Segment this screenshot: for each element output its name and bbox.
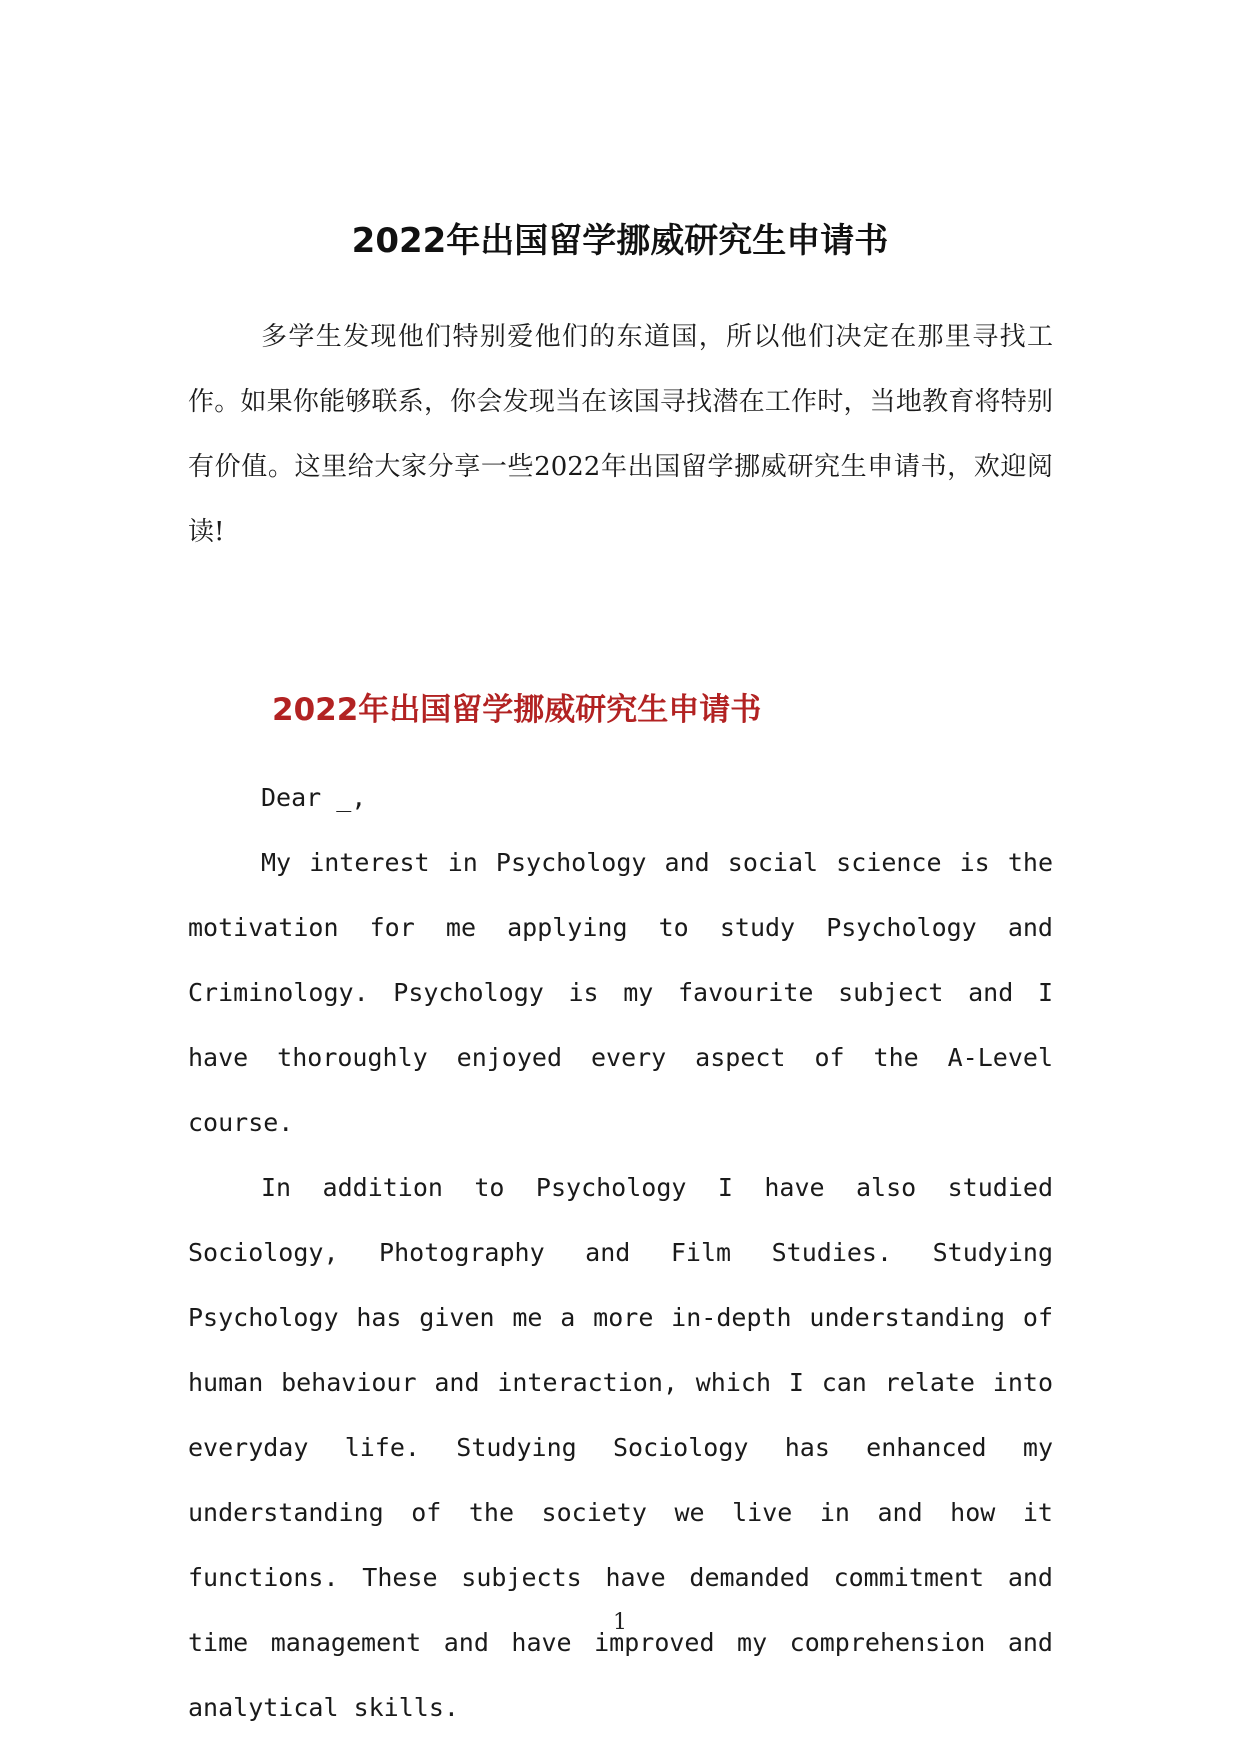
letter-body [188,765,1053,1740]
page-number: 1 [613,1610,627,1635]
page-title: 2022年出国留学挪威研究生申请书 [351,221,889,261]
salutation: Dear _, [261,783,367,812]
intro-paragraph: 多学生发现他们特别爱他们的东道国，所以他们决定在那里寻找工作。如果你能够联系，你会发现当在该国寻找潜在工作时，当地教育将特别有价值。这里给大家分享一些2022年出国留学挪威研究生申请书，欢迎阅读! [188,322,1053,547]
body-paragraph-2: In addition to Psychology I have also studied Sociology, Photography and Film Studies. Studying Psychology has given me a more in-depth understanding of human behaviour and interaction, which I can relate into everyday life. Studying Sociology has enhanced my understanding of the society we live in and how it functions. These subjects have demanded commitment and time management and have improved my comprehension and analytical skills. [188,1173,1053,1722]
section-heading: 2022年出国留学挪威研究生申请书 [272,692,762,728]
body-paragraph-1: My interest in Psychology and social science is the motivation for me applying to study Psychology and Criminology. Psychology is my favourite subject and I have thoroughly enjoyed every aspect of the A-Level course. [188,848,1053,1137]
